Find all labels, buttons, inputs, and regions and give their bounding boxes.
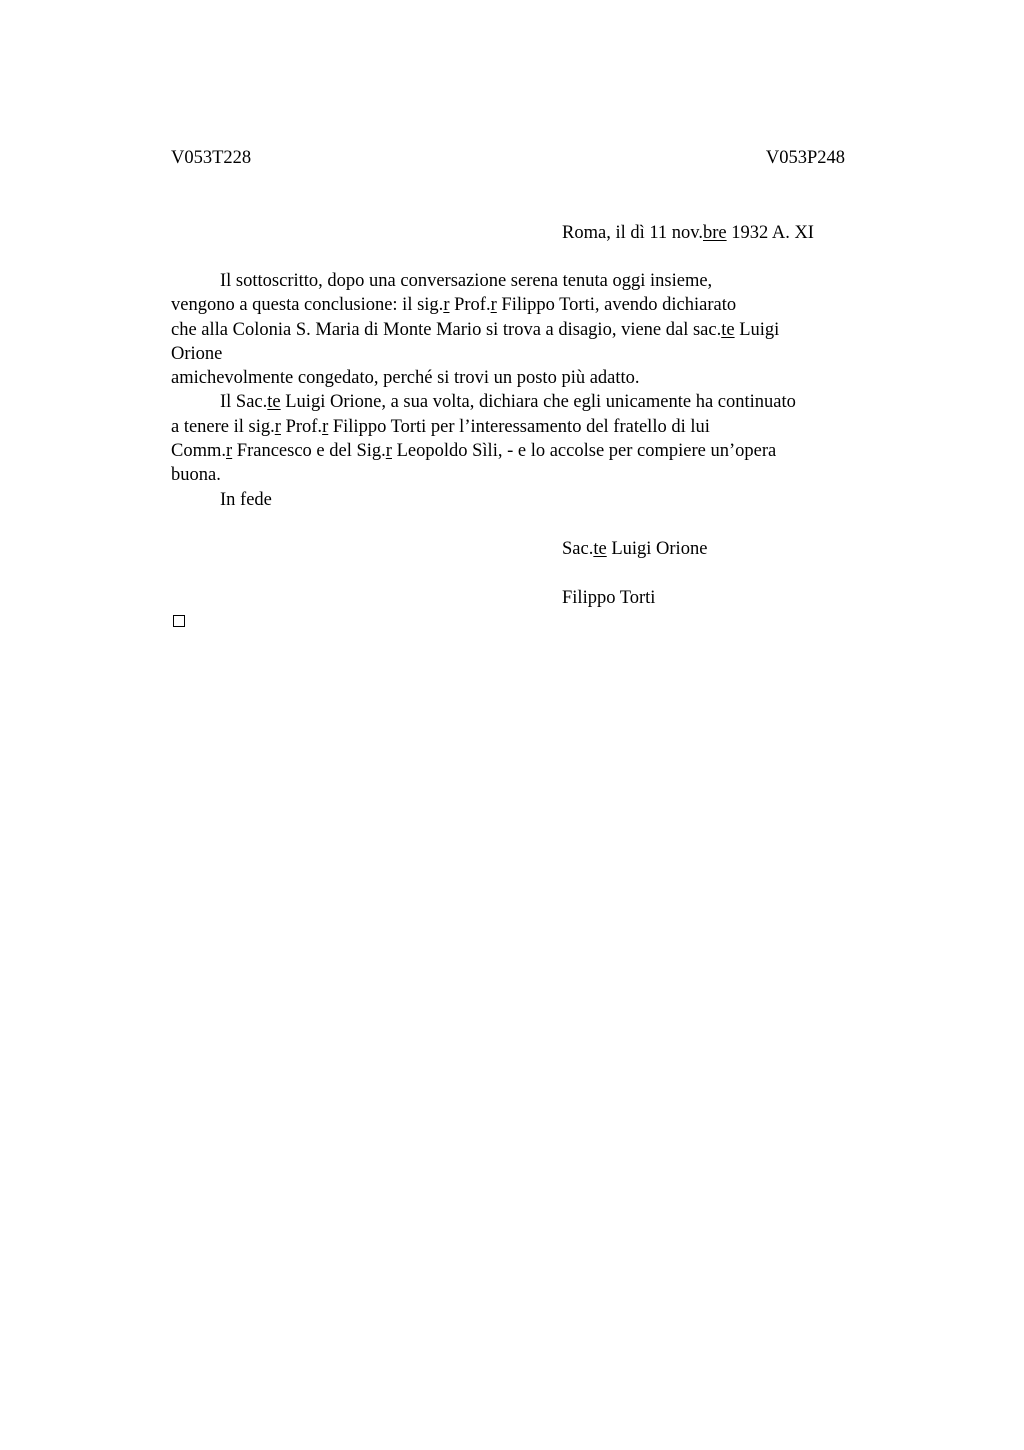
date-abbr: bre: [702, 223, 727, 243]
document-body: [171, 269, 871, 512]
date-prefix: Roma, il dì 11 nov.: [562, 223, 703, 243]
signature-orione: Sac.te Luigi Orione: [562, 539, 708, 559]
p1-line-5: amichevolmente congedato, perché si trovi un posto più adatto.: [171, 368, 640, 389]
p2-line-1: Il Sac.te Luigi Orione, a sua volta, dichiara che egli unicamente ha continuato: [220, 392, 796, 413]
closing-line: In fede: [220, 489, 272, 510]
checkbox-square-icon: [173, 615, 185, 627]
p2-line-3: Comm.r Francesco e del Sig.r Leopoldo Sìli, - e lo accolse per compiere un’opera: [171, 441, 777, 462]
p1-line-3: che alla Colonia S. Maria di Monte Mario si trova a disagio, viene dal sac.te Luigi: [171, 319, 780, 340]
p1-line-1: Il sottoscritto, dopo una conversazione serena tenuta oggi insieme,: [220, 271, 713, 291]
date-suffix: 1932 A. XI: [726, 223, 814, 243]
document-codes: [171, 146, 845, 170]
right-code: V053P248: [765, 148, 845, 168]
p2-line-2: a tenere il sig.r Prof.r Filippo Torti per l’interessamento del fratello di lui: [171, 416, 710, 437]
document-date: [562, 221, 814, 245]
p1-line-4: Orione: [171, 343, 223, 364]
p1-line-2: vengono a questa conclusione: il sig.r Prof.r Filippo Torti, avendo dichiarato: [171, 295, 737, 316]
left-code: V053T228: [171, 148, 252, 168]
p2-line-4: buona.: [171, 465, 221, 486]
signature-torti: Filippo Torti: [562, 588, 656, 608]
